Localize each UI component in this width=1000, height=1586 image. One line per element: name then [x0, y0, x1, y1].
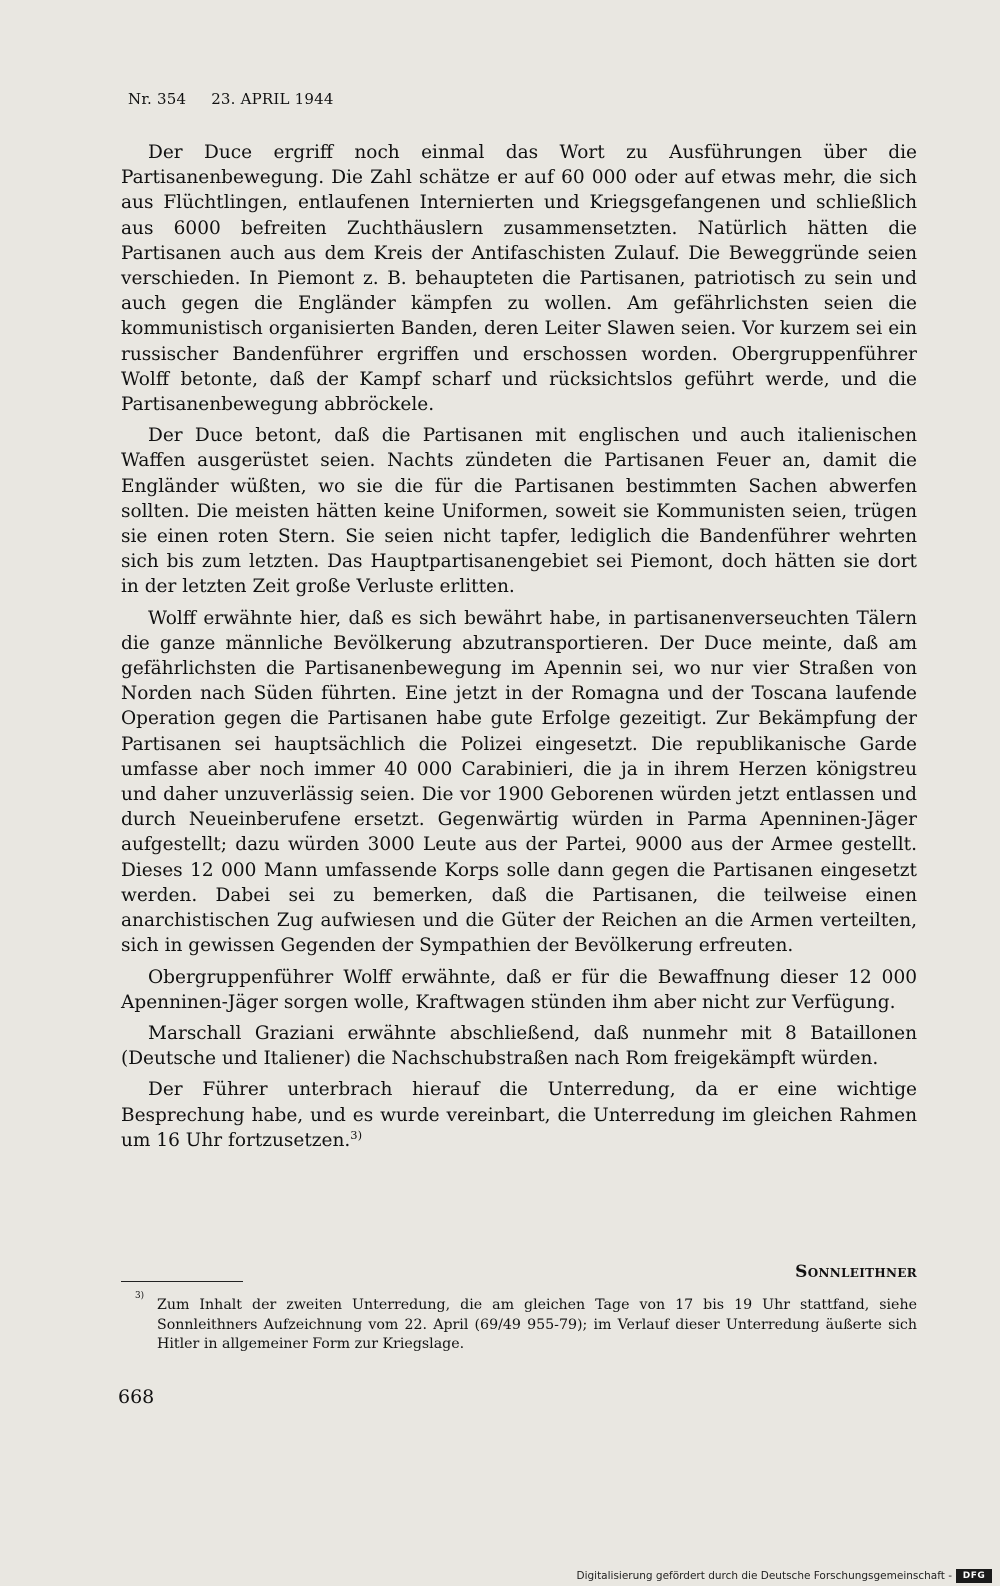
footnote-reference: 3): [350, 1127, 363, 1142]
document-number: Nr. 354: [128, 90, 187, 108]
running-header: [128, 90, 334, 108]
paragraph: Wolff erwähnte hier, daß es sich bewährt habe, in partisanenverseuchten Tälern die ganze männliche Bevölkerung abzutransportieren. Der Duce meinte, daß am gefährlichsten die Partisanenbewegung im Apennin sei, wo nur vier Straßen von Norden nach Süden führten. Eine jetzt in der Romagna und der Toscana laufende Operation gegen die Partisanen habe gute Erfolge gezeitigt. Zur Bekämpfung der Partisanen sei hauptsächlich die Polizei eingesetzt. Die republikanische Garde umfasse aber noch immer 40 000 Carabinieri, die ja in ihrem Herzen königstreu und daher unzuverlässig seien. Die vor 1900 Geborenen würden jetzt entlassen und durch Neueinberufene ersetzt. Gegenwärtig würden in Parma Apenninen-Jäger aufgestellt; dazu würden 3000 Leute aus der Partei, 9000 aus der Armee gestellt. Dieses 12 000 Mann umfassende Korps solle dann gegen die Partisanen eingesetzt werden. Dabei sei zu bemerken, daß die Partisanen, die teilweise einen anarchistischen Zug aufwiesen und die Güter der Reichen an die Armen verteilten, sich in gewissen Gegenden der Sympathien der Bevölkerung erfreuten.: [121, 607, 917, 957]
paragraph: Marschall Graziani erwähnte abschließend, daß nunmehr mit 8 Bataillonen (Deutsche und Italiener) die Nachschubstraßen nach Rom freigekämpft würden.: [121, 1022, 917, 1070]
signature-row: [121, 1262, 917, 1290]
paragraph: Obergruppenführer Wolff erwähnte, daß er für die Bewaffnung dieser 12 000 Apenninen-Jäger sorgen wolle, Kraftwagen stünden ihm aber nicht zur Verfügung.: [121, 966, 917, 1013]
dfg-logo-icon: DFG: [956, 1569, 992, 1583]
footnote: 3) Zum Inhalt der zweiten Unterredung, die am gleichen Tage von 17 bis 19 Uhr stattfand, siehe Sonnleithners Aufzeichnung vom 22. April (69/49 955-79); im Verlauf dieser Unterredung äußerte sich Hitler in allgemeiner Form zur Kriegslage.: [135, 1296, 917, 1355]
footnote-text: Zum Inhalt der zweiten Unterredung, die am gleichen Tage von 17 bis 19 Uhr stattfand, siehe Sonnleithners Aufzeichnung vom 22. April (69/49 955-79); im Verlauf dieser Unterredung äußerte sich Hitler in allgemeiner Form zur Kriegslage.: [157, 1297, 917, 1352]
last-paragraph: [121, 1077, 917, 1153]
document-date: 23. APRIL 1944: [211, 90, 334, 108]
paragraph-text: Der Führer unterbrach hierauf die Unterredung, da er eine wichtige Besprechung habe, und es wurde vereinbart, die Unterredung im gleichen Rahmen um 16 Uhr fortzusetzen.: [121, 1079, 917, 1151]
digitalisation-note: Digitalisierung gefördert durch die Deutsche Forschungsgemeinschaft -: [576, 1570, 952, 1582]
body-text: [121, 140, 917, 1153]
paragraph: Der Duce betont, daß die Partisanen mit englischen und auch italienischen Waffen ausgerüstet seien. Nachts zündeten die Partisanen Feuer an, damit die Engländer wüßten, wo sie die für die Partisanen bestimmten Sachen abwerfen sollten. Die meisten hätten keine Uniformen, soweit sie Kommunisten seien, trügen sie einen roten Stern. Sie seien nicht tapfer, lediglich die Bandenführer wehrten sich bis zum letzten. Das Hauptpartisanengebiet sei Piemont, doch hätten sie dort in der letzten Zeit große Verluste erlitten.: [121, 425, 917, 598]
page-number: 668: [118, 1386, 155, 1408]
signature: Sonnleithner: [795, 1262, 917, 1282]
footnote-rule: [121, 1281, 243, 1282]
paragraph: Der Duce ergriff noch einmal das Wort zu Ausführungen über die Partisanenbewegung. Die Zahl schätze er auf 60 000 oder auf etwas mehr, die sich aus Flüchtlingen, entlaufenen Internierten und Kriegsgefangenen und schließlich aus 6000 befreiten Zuchthäuslern zusammensetzten. Natürlich hätten die Partisanen auch aus dem Kreis der Antifaschisten Zulauf. Die Beweggründe seien verschieden. In Piemont z. B. behaupteten die Partisanen, patriotisch zu sein und auch gegen die Engländer kämpfen zu wollen. Am gefährlichsten seien die kommunistisch organisierten Banden, deren Leiter Slawen seien. Vor kurzem sei ein russischer Bandenführer ergriffen und erschossen worden. Obergruppenführer Wolff betonte, daß der Kampf scharf und rücksichtslos geführt werde, und die Partisanenbewegung abbröckele.: [121, 142, 917, 416]
